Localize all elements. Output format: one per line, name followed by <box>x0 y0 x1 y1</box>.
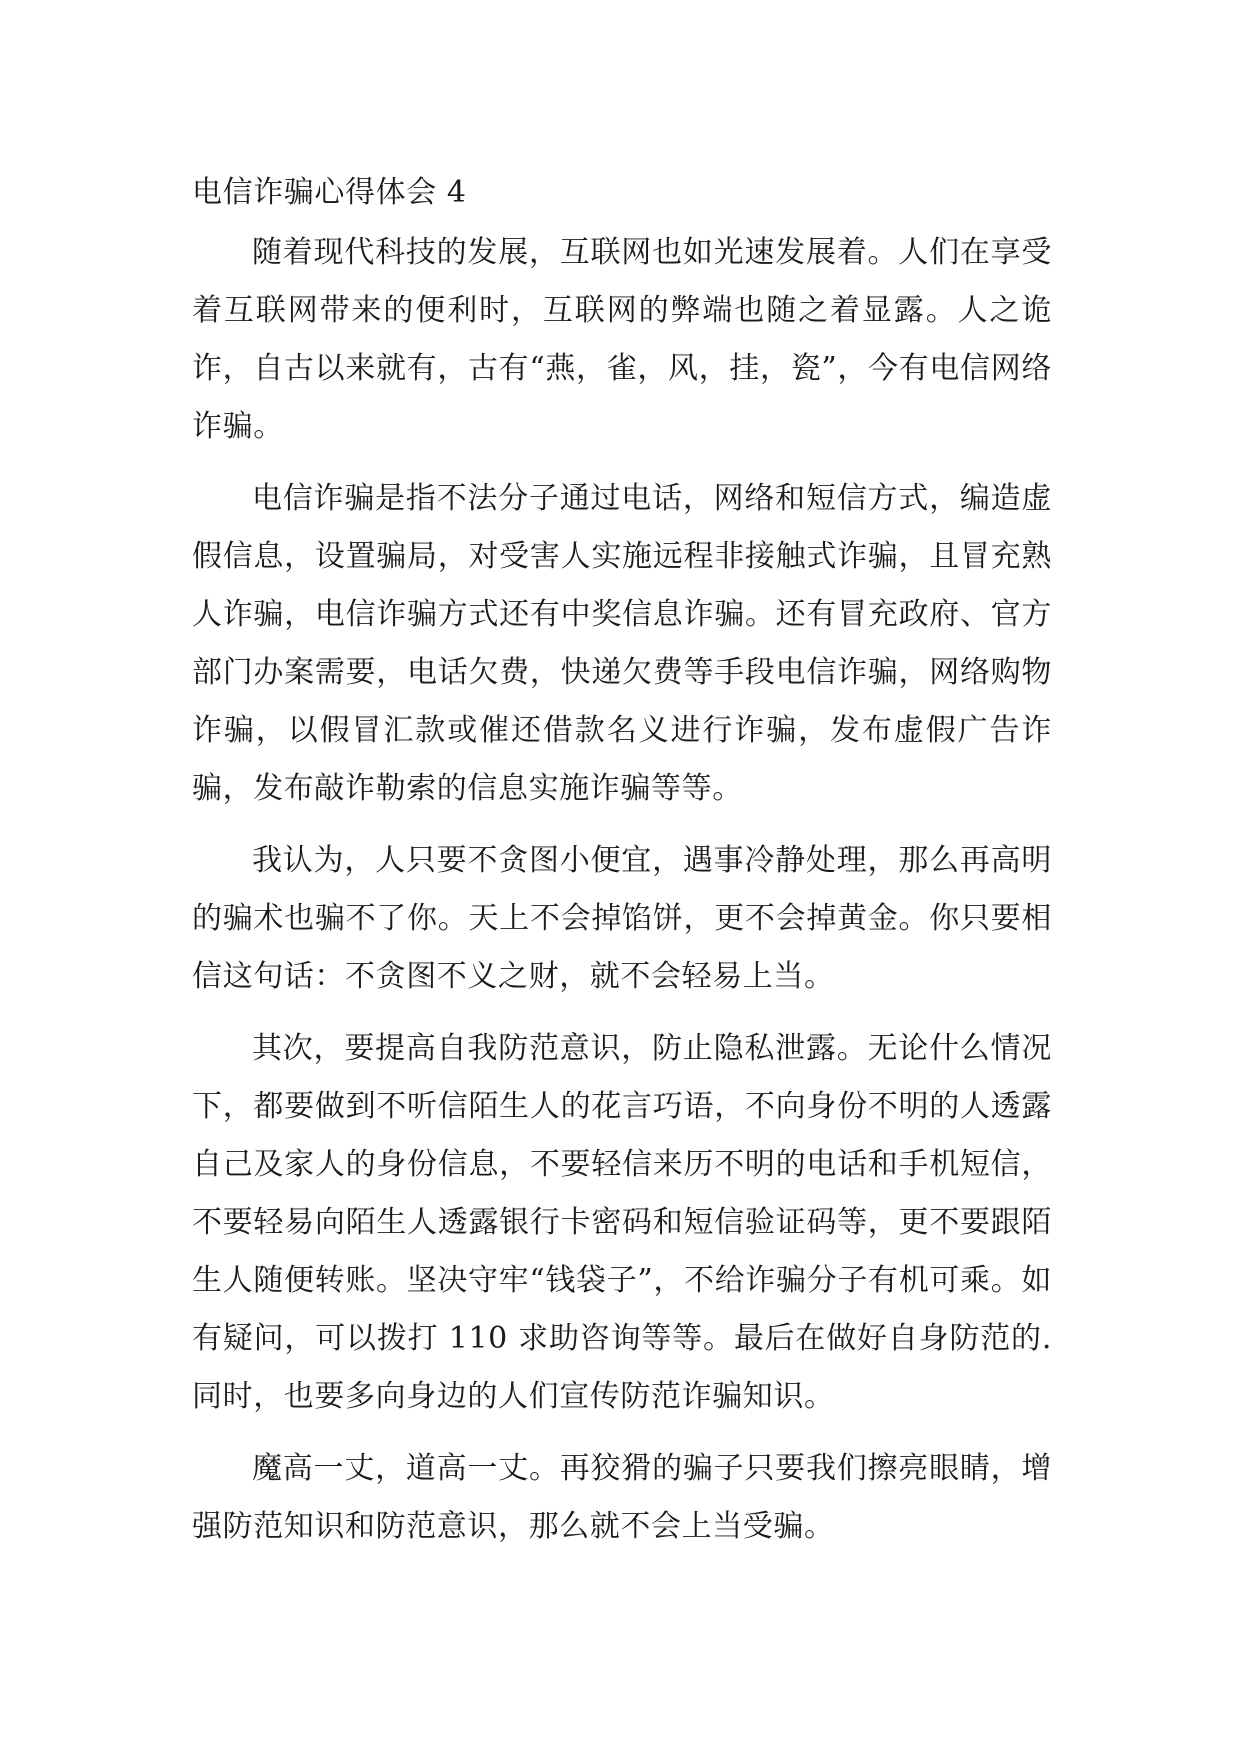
paragraph: 我认为，人只要不贪图小便宜，遇事冷静处理，那么再高明的骗术也骗不了你。天上不会掉馅饼，更不会掉黄金。你只要相信这句话：不贪图不义之财，就不会轻易上当。 <box>192 843 1052 994</box>
paragraph: 电信诈骗是指不法分子通过电话，网络和短信方式，编造虚假信息，设置骗局，对受害人实施远程非接触式诈骗，且冒充熟人诈骗，电信诈骗方式还有中奖信息诈骗。还有冒充政府、官方部门办案需要，电话欠费，快递欠费等手段电信诈骗，网络购物诈骗，以假冒汇款或催还借款名义进行诈骗，发布虚假广告诈骗，发布敲诈勒索的信息实施诈骗等等。 <box>192 481 1052 806</box>
paragraph: 魔高一丈，道高一丈。再狡猾的骗子只要我们擦亮眼睛，增强防范知识和防范意识，那么就不会上当受骗。 <box>192 1451 1052 1544</box>
paragraph: 其次，要提高自我防范意识，防止隐私泄露。无论什么情况下，都要做到不听信陌生人的花言巧语，不向身份不明的人透露自己及家人的身份信息，不要轻信来历不明的电话和手机短信，不要轻易向陌生人透露银行卡密码和短信验证码等，更不要跟陌生人随便转账。坚决守牢“钱袋子”，不给诈骗分子有机可乘。如有疑问，可以拨打 110 求助咨询等等。最后在做好自身防范的.同时，也要多向身边的人们宣传防范诈骗知识。 <box>192 1031 1052 1414</box>
document-body <box>192 164 1052 1556</box>
document-title: 电信诈骗心得体会 4 <box>192 175 467 210</box>
paragraph: 随着现代科技的发展，互联网也如光速发展着。人们在享受着互联网带来的便利时，互联网的弊端也随之着显露。人之诡诈，自古以来就有，古有“燕，雀，风，挂，瓷”，今有电信网络诈骗。 <box>192 235 1052 444</box>
